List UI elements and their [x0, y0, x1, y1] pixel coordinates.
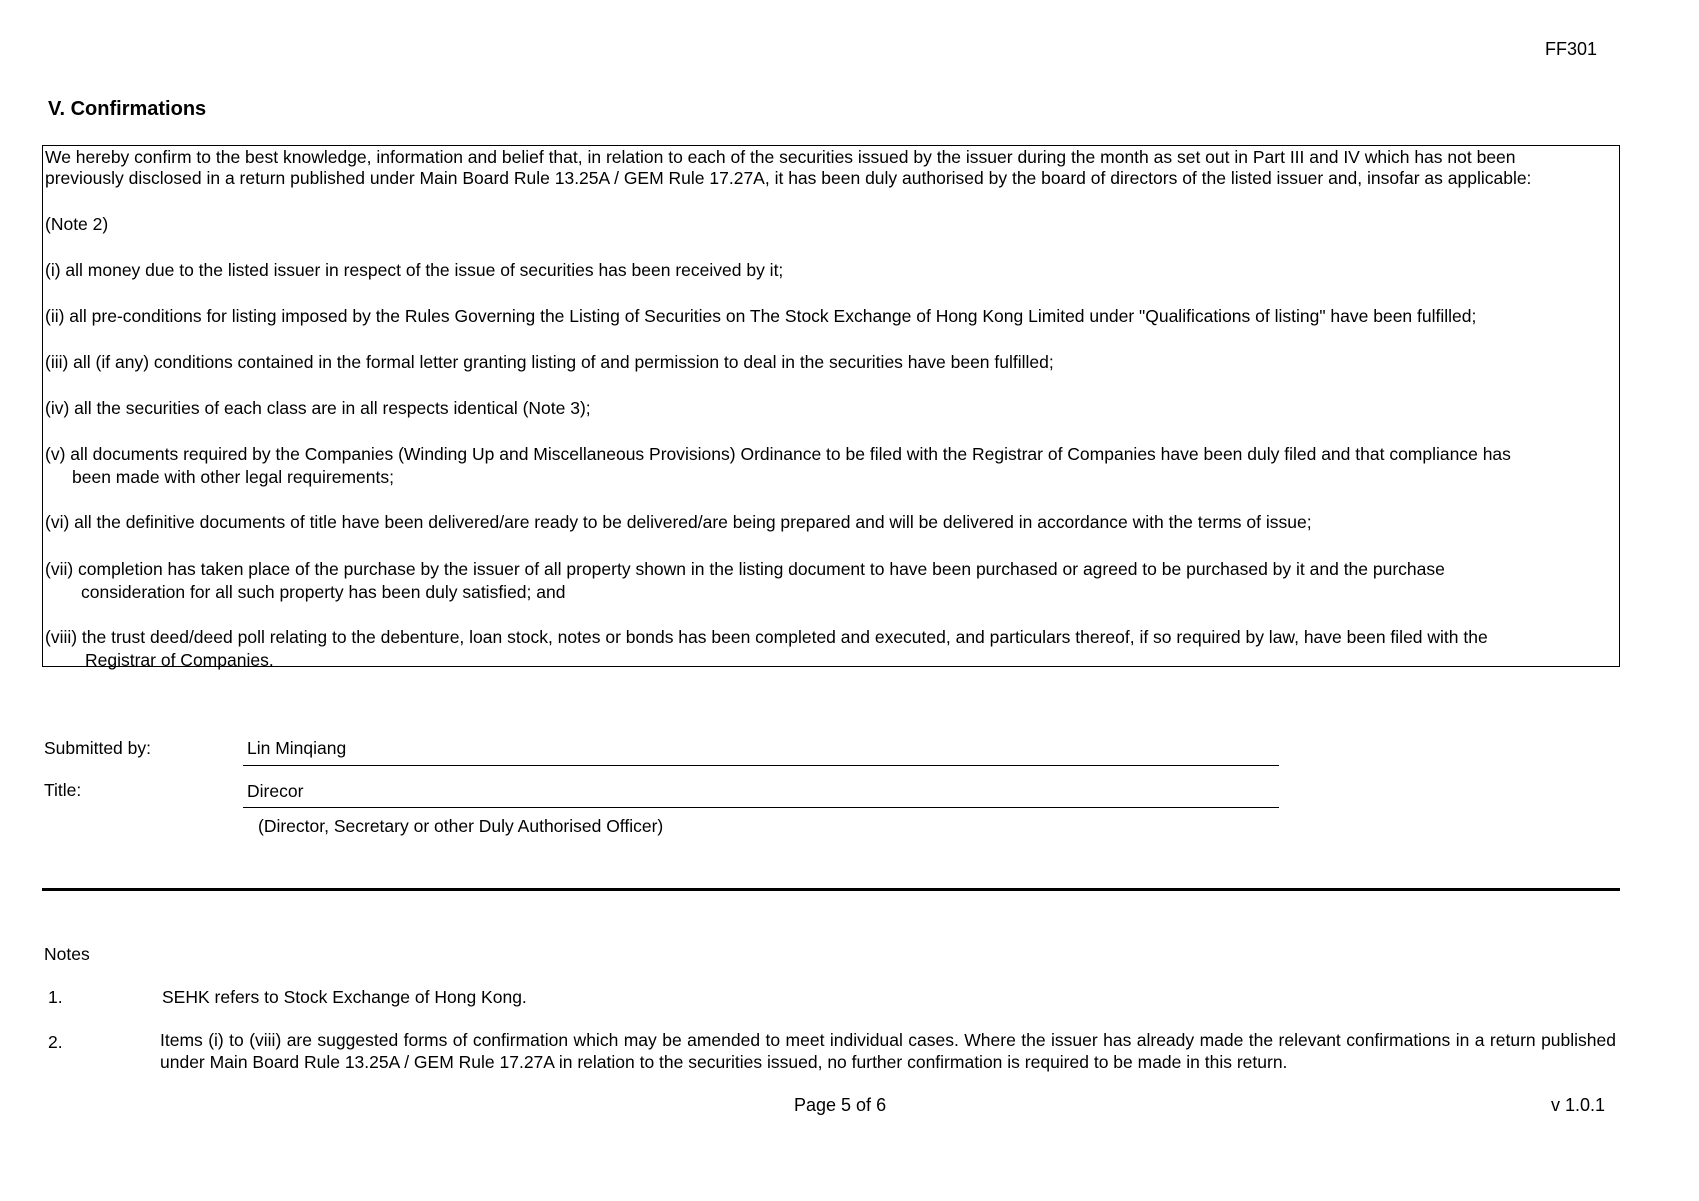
- submitted-by-underline: [243, 765, 1279, 766]
- form-code: FF301: [1545, 39, 1598, 59]
- confirmation-intro-line-1: We hereby confirm to the best knowledge, information and belief that, in relation to each of the securities issued by the issuer during the month as set out in Part III and IV which has not been: [45, 147, 1516, 167]
- note-number: 1.: [48, 987, 63, 1007]
- notes-heading: Notes: [44, 944, 90, 964]
- confirmation-item-vii-line-1: (vii) completion has taken place of the purchase by the issuer of all property shown in the listing document to have been purchased or agreed to be purchased by it and the purchase: [45, 559, 1445, 579]
- note-text: Items (i) to (viii) are suggested forms of confirmation which may be amended to meet individual cases. Where the issuer has already made the relevant confirmations in a return published under Main Board Rule 13.25A / GEM Rule 17.27A in relation to the securities issued, no further confirmation is required to be made in this return.: [160, 1030, 1616, 1072]
- confirmation-item-iii: (iii) all (if any) conditions contained in the formal letter granting listing of and permission to deal in the securities have been fulfilled;: [45, 352, 1054, 372]
- confirmation-item-vi: (vi) all the definitive documents of title have been delivered/are ready to be delivered/are being prepared and will be delivered in accordance with the terms of issue;: [45, 512, 1312, 532]
- page-number: Page 5 of 6: [794, 1095, 887, 1115]
- confirmation-item-v-line-1: (v) all documents required by the Companies (Winding Up and Miscellaneous Provisions) Ordinance to be filed with the Registrar of Companies have been duly filed and that compliance has: [45, 444, 1511, 464]
- section-title: V. Confirmations: [48, 98, 207, 120]
- title-underline: [243, 807, 1279, 808]
- title-hint: (Director, Secretary or other Duly Authorised Officer): [258, 816, 664, 836]
- confirmation-intro-line-2: previously disclosed in a return published under Main Board Rule 13.25A / GEM Rule 17.27A, it has been duly authorised by the board of directors of the listed issuer and, insofar as applicable:: [45, 168, 1532, 188]
- confirmation-item-vii-line-2: consideration for all such property has been duly satisfied; and: [81, 582, 566, 602]
- confirmation-item-viii-line-2: Registrar of Companies.: [85, 650, 274, 670]
- confirmation-item-i: (i) all money due to the listed issuer in respect of the issue of securities has been received by it;: [45, 260, 784, 280]
- confirmations-box: [42, 145, 1620, 670]
- submitted-by-value: Lin Minqiang: [247, 738, 347, 758]
- note-reference: (Note 2): [45, 214, 109, 234]
- confirmation-item-iv: (iv) all the securities of each class are in all respects identical (Note 3);: [45, 398, 591, 418]
- note-text: SEHK refers to Stock Exchange of Hong Kong.: [162, 987, 527, 1007]
- title-label: Title:: [44, 780, 82, 800]
- submitted-by-label: Submitted by:: [44, 738, 151, 758]
- section-divider: [42, 888, 1620, 891]
- confirmation-item-ii: (ii) all pre-conditions for listing imposed by the Rules Governing the Listing of Securities on The Stock Exchange of Hong Kong Limited under "Qualifications of listing" have been fulfilled;: [45, 306, 1477, 326]
- confirmation-item-viii-line-1: (viii) the trust deed/deed poll relating to the debenture, loan stock, notes or bonds has been completed and executed, and particulars thereof, if so required by law, have been filed with the: [45, 627, 1488, 647]
- confirmation-item-v-line-2: been made with other legal requirements;: [72, 467, 394, 487]
- note-number: 2.: [48, 1032, 63, 1052]
- title-value: Direcor: [247, 781, 304, 801]
- version-label: v 1.0.1: [1551, 1095, 1606, 1115]
